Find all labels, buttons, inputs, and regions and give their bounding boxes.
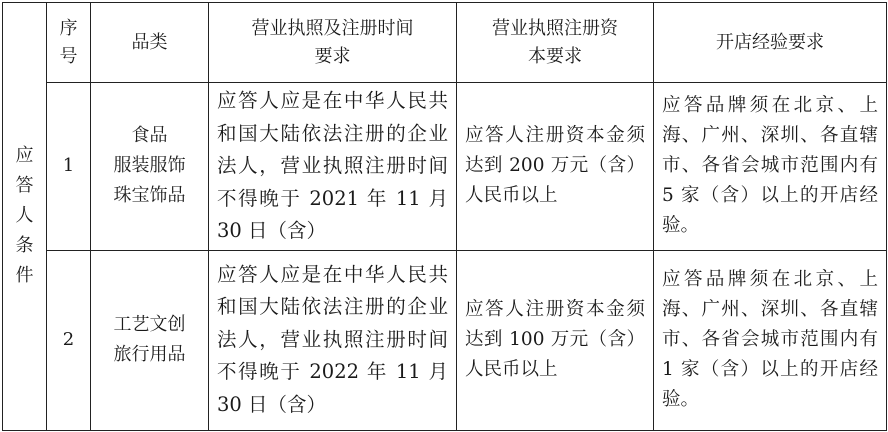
side-label-char: 应 <box>15 145 34 167</box>
header-license <box>209 3 457 83</box>
row-license-requirement: 应答人应是在中华人民共和国大陆依法注册的企业法人，营业执照注册时间不得晚于 2021 年 11 月 30 日（含） <box>209 83 457 251</box>
requirements-table <box>2 2 887 431</box>
row-number: 1 <box>47 83 91 251</box>
side-label-char: 答 <box>15 175 34 197</box>
header-no-line1: 序 <box>59 17 78 39</box>
header-license-line2: 要求 <box>314 45 351 67</box>
header-capital-line2: 本要求 <box>528 45 582 67</box>
side-label-char: 人 <box>15 205 34 227</box>
header-category: 品类 <box>91 3 209 83</box>
row-capital-requirement: 应答人注册资本金须达到 100 万元（含）人民币以上 <box>457 250 654 430</box>
category-line: 工艺文创 <box>113 314 186 335</box>
header-capital <box>457 3 654 83</box>
table-row <box>3 250 887 430</box>
category-line: 旅行用品 <box>113 344 186 365</box>
header-license-line1: 营业执照及注册时间 <box>251 17 414 39</box>
header-experience: 开店经验要求 <box>654 3 887 83</box>
header-capital-line1: 营业执照注册资 <box>492 17 618 39</box>
header-no <box>47 3 91 83</box>
row-category <box>91 250 209 430</box>
row-capital-requirement: 应答人注册资本金须达到 200 万元（含）人民币以上 <box>457 83 654 251</box>
header-row <box>3 3 887 83</box>
side-label-cell <box>3 3 47 431</box>
row-number: 2 <box>47 250 91 430</box>
row-experience-requirement: 应答品牌须在北京、上海、广州、深圳、各直辖市、各省会城市范围内有 5 家（含）以上的开店经验。 <box>654 83 887 251</box>
row-experience-requirement: 应答品牌须在北京、上海、广州、深圳、各直辖市、各省会城市范围内有 1 家（含）以上的开店经验。 <box>654 250 887 430</box>
header-no-line2: 号 <box>59 45 78 67</box>
category-line: 食品 <box>131 125 168 147</box>
row-category <box>91 83 209 251</box>
table-row <box>3 83 887 251</box>
row-license-requirement: 应答人应是在中华人民共和国大陆依法注册的企业法人，营业执照注册时间不得晚于 2022 年 11 月 30 日（含） <box>209 250 457 430</box>
side-label-char: 件 <box>15 265 34 287</box>
category-line: 珠宝饰品 <box>113 185 186 207</box>
category-line: 服装服饰 <box>113 155 186 177</box>
side-label-char: 条 <box>15 235 34 257</box>
